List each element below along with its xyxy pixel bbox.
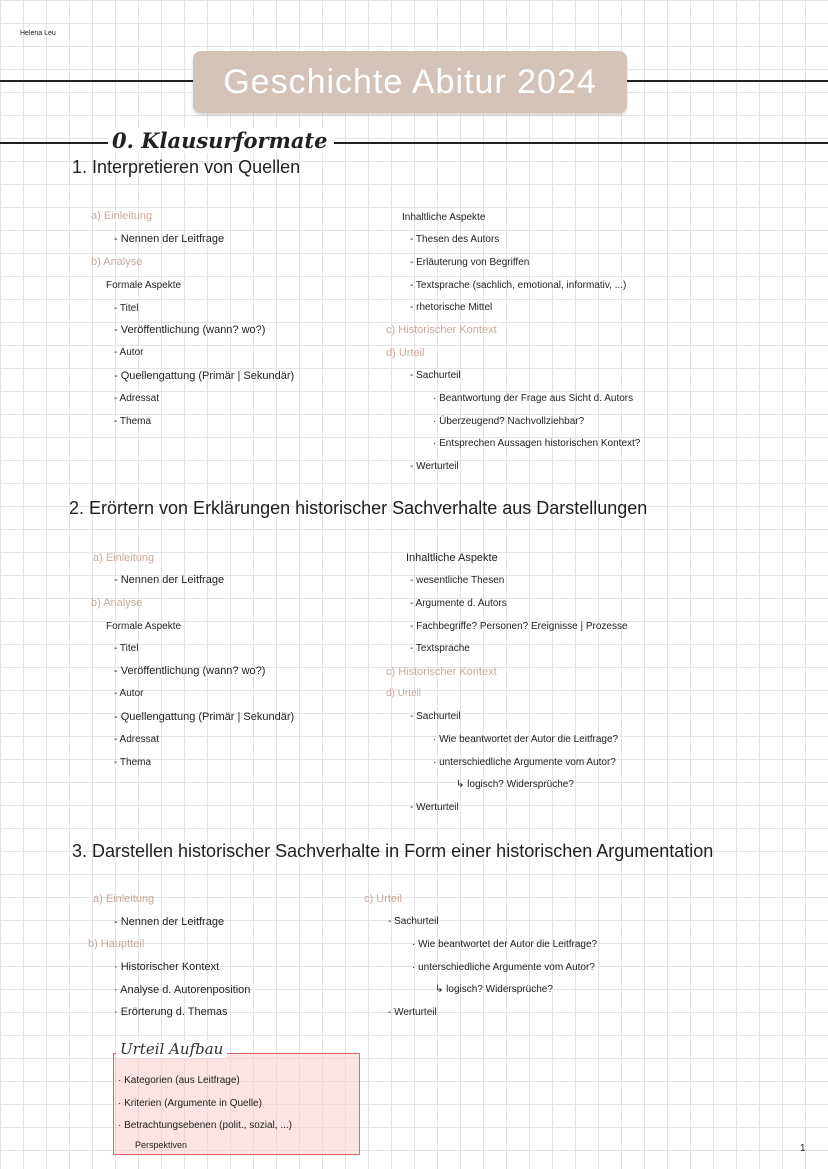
s1-beantwortung: · Beantwortung der Frage aus Sicht d. Autors [433, 393, 634, 404]
s1-historischer-kontext: c) Historischer Kontext [386, 324, 497, 336]
s3-eroerterung: · Erörterung d. Themas [114, 1006, 228, 1018]
s1-titel: - Titel [114, 303, 139, 314]
s1-thesen: - Thesen des Autors [410, 234, 500, 245]
box-kategorien: · Kategorien (aus Leitfrage) [118, 1075, 240, 1086]
s2-thesen: - wesentliche Thesen [410, 575, 505, 586]
s2-einleitung: a) Einleitung [93, 552, 155, 564]
s3-beantwortet: · Wie beantwortet der Autor die Leitfrage? [412, 939, 598, 950]
s1-urteil: d) Urteil [386, 347, 425, 359]
s3-historischer-kontext: · Historischer Kontext [114, 961, 220, 973]
s3-werturteil: - Werturteil [388, 1007, 437, 1018]
urteil-aufbau-title: Urteil Aufbau [116, 1040, 227, 1058]
author-name: Helena Leu [20, 30, 56, 37]
section-1-heading: 1. Interpretieren von Quellen [72, 157, 301, 177]
s1-werturteil: - Werturteil [410, 461, 459, 472]
box-betrachtungsebenen: · Betrachtungsebenen (polit., sozial, ...) [118, 1120, 292, 1131]
box-kriterien: · Kriterien (Argumente in Quelle) [118, 1098, 262, 1109]
s2-argumente: - Argumente d. Autors [410, 598, 507, 609]
s2-urteil: d) Urteil [386, 688, 422, 699]
s1-ueberzeugend: · Überzeugend? Nachvollziehbar? [433, 416, 585, 427]
s2-autor: - Autor [114, 688, 144, 699]
s2-analyse: b) Analyse [91, 597, 143, 609]
s1-begriffe: - Erläuterung von Begriffen [410, 257, 530, 268]
s1-formale-aspekte: Formale Aspekte [106, 280, 182, 291]
s2-veroeffentlichung: - Veröffentlichung (wann? wo?) [114, 665, 266, 677]
page-number: 1 [800, 1143, 806, 1154]
s2-quellengattung: - Quellengattung (Primär | Sekundär) [114, 711, 295, 723]
section-3-heading: 3. Darstellen historischer Sachverhalte in Form einer historischen Argumentation [72, 841, 714, 861]
s1-quellengattung: - Quellengattung (Primär | Sekundär) [114, 370, 295, 382]
s2-formale-aspekte: Formale Aspekte [106, 621, 182, 632]
s1-inhaltliche-aspekte: Inhaltliche Aspekte [402, 212, 486, 223]
s3-urteil: c) Urteil [364, 893, 402, 905]
s2-textsprache: - Textsprache [410, 643, 470, 654]
s3-unterschiedliche: · unterschiedliche Argumente vom Autor? [412, 962, 595, 973]
s2-logisch: ↳ logisch? Widersprüche? [456, 779, 574, 790]
s1-adressat: - Adressat [114, 393, 160, 404]
s2-leitfrage: - Nennen der Leitfrage [114, 574, 225, 586]
s2-werturteil: - Werturteil [410, 802, 459, 813]
s2-fachbegriffe: - Fachbegriffe? Personen? Ereignisse | Prozesse [410, 621, 628, 632]
page-title: Geschichte Abitur 2024 [193, 51, 627, 113]
box-perspektiven: Perspektiven [135, 1140, 188, 1150]
s1-entsprechen: · Entsprechen Aussagen historischen Kontext? [433, 438, 641, 449]
s3-leitfrage: - Nennen der Leitfrage [114, 916, 225, 928]
s1-thema: - Thema [114, 416, 152, 427]
section-title: 0. Klausurformate [108, 128, 334, 153]
s3-logisch: ↳ logisch? Widersprüche? [435, 984, 553, 995]
s3-autorenposition: · Analyse d. Autorenposition [114, 984, 251, 996]
s2-titel: - Titel [114, 643, 139, 654]
s2-beantwortet: · Wie beantwortet der Autor die Leitfrage? [433, 734, 619, 745]
s3-sachurteil: - Sachurteil [388, 916, 439, 927]
s1-veroeffentlichung: - Veröffentlichung (wann? wo?) [114, 324, 266, 336]
s2-inhaltliche-aspekte: Inhaltliche Aspekte [406, 552, 498, 564]
s1-leitfrage: - Nennen der Leitfrage [114, 233, 225, 245]
s3-einleitung: a) Einleitung [93, 893, 155, 905]
s2-unterschiedliche: · unterschiedliche Argumente vom Autor? [433, 757, 616, 768]
s1-sachurteil: - Sachurteil [410, 370, 461, 381]
s1-analyse: b) Analyse [91, 256, 143, 268]
s1-autor: - Autor [114, 347, 144, 358]
section-2-heading: 2. Erörtern von Erklärungen historischer Sachverhalte aus Darstellungen [69, 498, 648, 518]
title-rule-left [0, 80, 193, 82]
s2-sachurteil: - Sachurteil [410, 711, 461, 722]
s2-adressat: - Adressat [114, 734, 160, 745]
s1-rhetorische-mittel: - rhetorische Mittel [410, 302, 493, 313]
s2-thema: - Thema [114, 757, 152, 768]
s3-hauptteil: b) Hauptteil [88, 938, 145, 950]
title-rule-right [627, 80, 828, 82]
s2-historischer-kontext: c) Historischer Kontext [386, 666, 497, 678]
s1-textsprache: - Textsprache (sachlich, emotional, informativ, ...) [410, 280, 627, 291]
s1-einleitung: a) Einleitung [91, 210, 153, 222]
